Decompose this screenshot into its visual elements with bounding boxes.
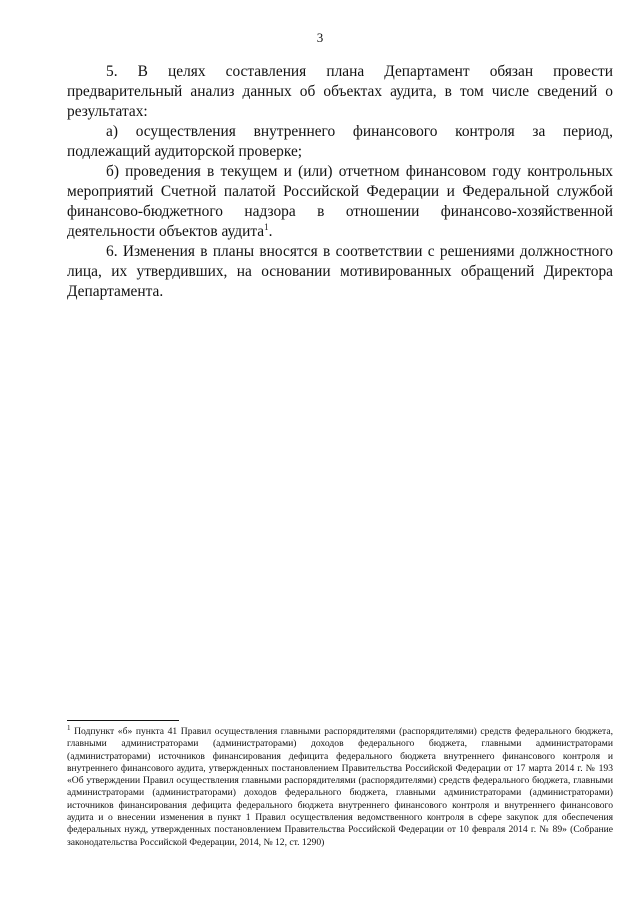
paragraph-5b-end: . <box>268 223 273 240</box>
footnote-mark: 1 <box>67 723 71 732</box>
footnote-text: Подпункт «б» пункта 41 Правил осуществления главными распорядителями (распорядителями) средств федерального бюджета, главными администраторами (администраторами) доходов федерального бюджета, главными администраторами (администраторами) источников финансирования дефицита федерального бюджета внутреннего финансового контроля и внутреннего финансового аудита, утвержденных постановлением Правительства Российской Федерации от 17 марта 2014 г. № 193 «Об утверждении Правил осуществления главными распорядителями (распорядителями) средств федерального бюджета, главными администраторами (администраторами) доходов федерального бюджета, главными администраторами (администраторами) источников финансирования дефицита федерального бюджета внутреннего финансового контроля и внутреннего финансового аудита и о внесении изменения в пункт 1 Правил осуществления ведомственного контроля в сфере закупок для обеспечения федеральных нужд, утвержденных постановлением Правительства Российской Федерации от 10 февраля 2014 г. № 89» (Собрание законодательства Российской Федерации, 2014, № 12, ст. 1290) <box>67 726 613 848</box>
footnote-reference[interactable]: 1 <box>264 221 269 232</box>
page-number: 3 <box>316 30 324 45</box>
paragraph-5a: а) осуществления внутреннего финансового контроля за период, подлежащий аудиторской проверке; <box>67 123 613 160</box>
paragraph-5b-text: б) проведения в текущем и (или) отчетном финансовом году контрольных мероприятий Счетной палатой Российской Федерации и Федеральной службой финансово-бюджетного надзора в отношении финансово-хозяйственной деятельности объектов аудита <box>67 163 613 240</box>
footnote-divider <box>67 720 179 721</box>
document-body <box>67 62 613 302</box>
paragraph-5: 5. В целях составления плана Департамент обязан провести предварительный анализ данных об объектах аудита, в том числе сведений о результатах: <box>67 63 613 120</box>
footnote <box>67 723 613 849</box>
paragraph-5b <box>67 162 613 242</box>
paragraph-6: 6. Изменения в планы вносятся в соответствии с решениями должностного лица, их утвердивших, на основании мотивированных обращений Директора Департамента. <box>67 243 613 300</box>
